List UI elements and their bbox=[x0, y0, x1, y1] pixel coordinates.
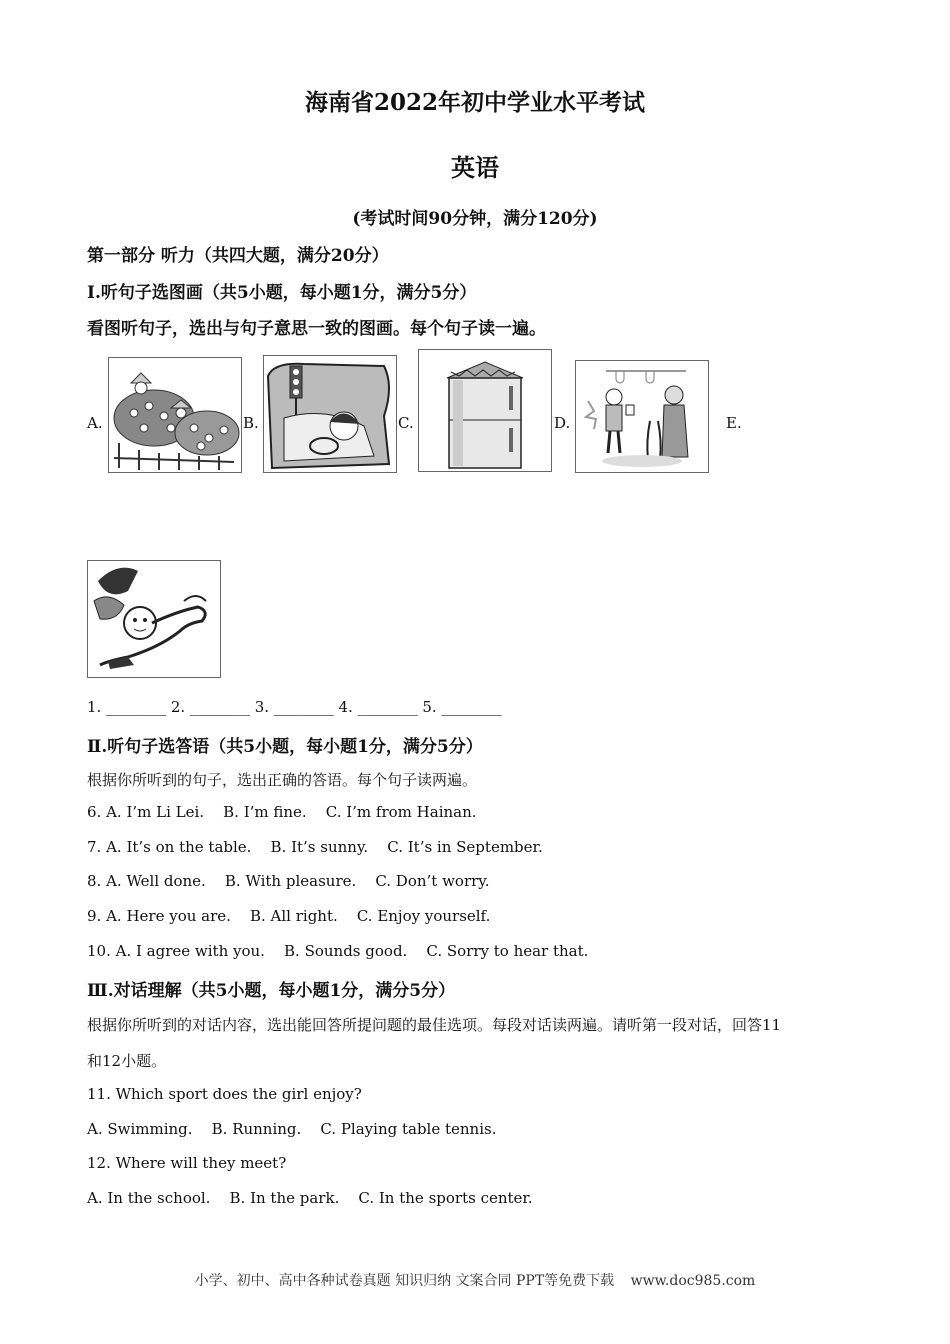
picture-label-b: B. bbox=[243, 414, 259, 432]
answer-blanks-1-5: 1. ________ 2. ________ 3. ________ 4. ________ 5. ________ bbox=[87, 698, 502, 716]
picture-label-a: A. bbox=[87, 414, 103, 432]
section3-instruction-line1: 根据你所听到的对话内容，选出能回答所提问题的最佳选项。每段对话读两遍。请听第一段对话，回答11 bbox=[87, 1016, 782, 1034]
picture-label-c: C. bbox=[398, 414, 414, 432]
picture-label-e: E. bbox=[726, 414, 742, 432]
question-12: 12. Where will they meet? bbox=[87, 1154, 287, 1172]
footer bbox=[0, 1270, 950, 1290]
question-12-options: A. In the school. B. In the park. C. In the sports center. bbox=[87, 1189, 533, 1207]
question-9: 9. A. Here you are. B. All right. C. Enjoy yourself. bbox=[87, 907, 491, 925]
footer-text: 小学、初中、高中各种试卷真题 知识归纳 文案合同 PPT等免费下载 bbox=[194, 1273, 615, 1289]
section2-heading: Ⅱ.听句子选答语（共5小题，每小题1分，满分5分） bbox=[87, 737, 483, 757]
subject-title: 英语 bbox=[451, 153, 499, 182]
section1-heading: Ⅰ.听句子选图画（共5小题，每小题1分，满分5分） bbox=[87, 283, 477, 303]
section3-instruction-line2: 和12小题。 bbox=[87, 1052, 167, 1070]
question-10: 10. A. I agree with you. B. Sounds good. C. Sorry to hear that. bbox=[87, 942, 589, 960]
question-7: 7. A. It’s on the table. B. It’s sunny. C. It’s in September. bbox=[87, 838, 543, 856]
question-11: 11. Which sport does the girl enjoy? bbox=[87, 1085, 362, 1103]
question-8: 8. A. Well done. B. With pleasure. C. Don’t worry. bbox=[87, 872, 490, 890]
picture-a-orchard bbox=[108, 357, 242, 473]
section2-instruction: 根据你所听到的句子，选出正确的答语。每个句子读两遍。 bbox=[87, 771, 478, 789]
exam-title: 海南省2022年初中学业水平考试 bbox=[304, 89, 645, 116]
question-11-options: A. Swimming. B. Running. C. Playing table tennis. bbox=[87, 1120, 497, 1138]
picture-c-fridge bbox=[418, 349, 552, 472]
picture-e-monkey-king bbox=[87, 560, 221, 678]
footer-url[interactable]: www.doc985.com bbox=[630, 1273, 756, 1289]
question-6: 6. A. I’m Li Lei. B. I’m fine. C. I’m from Hainan. bbox=[87, 803, 477, 821]
part1-heading: 第一部分 听力（共四大题，满分20分） bbox=[87, 246, 389, 266]
picture-label-d: D. bbox=[554, 414, 571, 432]
picture-b-driver bbox=[263, 355, 397, 473]
exam-info: (考试时间90分钟，满分120分) bbox=[352, 209, 598, 229]
picture-d-helping-elder bbox=[575, 360, 709, 473]
section3-heading: Ⅲ.对话理解（共5小题，每小题1分，满分5分） bbox=[87, 981, 456, 1001]
section1-instruction: 看图听句子，选出与句子意思一致的图画。每个句子读一遍。 bbox=[87, 319, 546, 339]
